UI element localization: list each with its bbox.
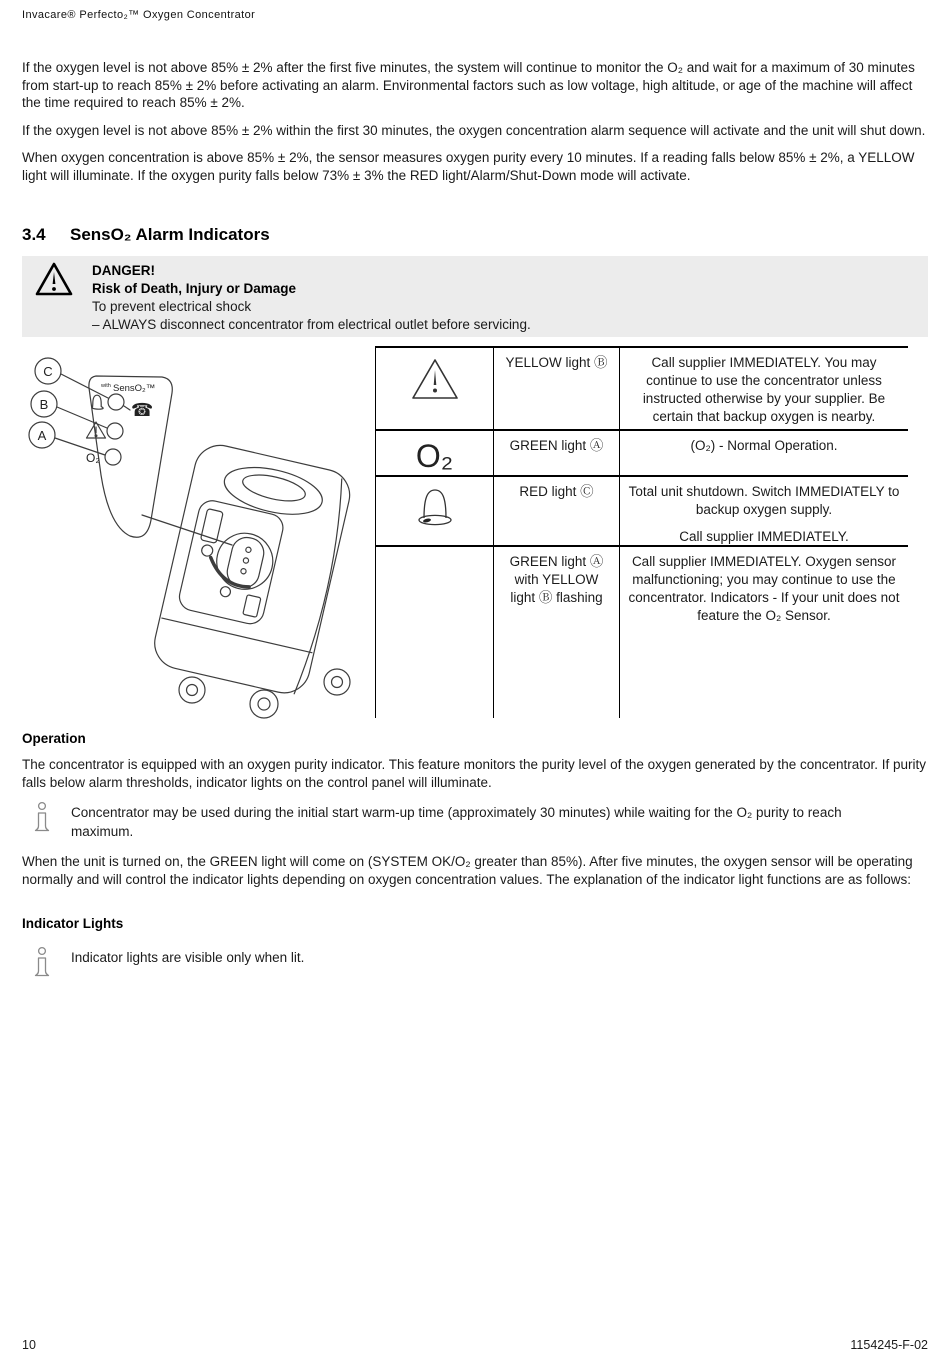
- warning-triangle-icon: [409, 356, 461, 407]
- bell-icon: [92, 395, 103, 409]
- section-title: SensO₂ Alarm Indicators: [70, 225, 270, 244]
- table-cell-description: Call supplier IMMEDIATELY. Oxygen sensor malfunctioning; you may continue to use the concentrator. Indicators - If your unit does not feature the O₂ Sensor.: [619, 547, 908, 718]
- document-number: 1154245-F-02: [850, 1338, 928, 1352]
- bell-icon: [416, 485, 454, 536]
- table-cell-icon: [375, 348, 493, 431]
- panel-brand-text: SensO₂™: [113, 383, 156, 394]
- phone-icon: ☎: [131, 400, 154, 421]
- warning-triangle-icon: [34, 261, 74, 302]
- danger-box: [22, 256, 928, 337]
- table-cell-description: Call supplier IMMEDIATELY. You may continue to use the concentrator unless instructed otherwise by your supplier. Be certain that backup oxygen is nearby.: [619, 348, 908, 431]
- casters: [179, 669, 350, 718]
- green-light-circle: [105, 449, 121, 465]
- label-a: A: [37, 428, 47, 443]
- red-light-circle: [108, 394, 124, 410]
- senso2-figure: [20, 343, 930, 725]
- panel-o2-text: O₂: [86, 451, 100, 465]
- operation-heading: Operation: [22, 731, 86, 746]
- note: [33, 946, 893, 983]
- page-number: 10: [22, 1338, 36, 1352]
- intro-paragraphs: [22, 59, 930, 194]
- description-line: Total unit shutdown. Switch IMMEDIATELY to backup oxygen supply.: [628, 484, 900, 517]
- table-cell-description: (O₂) - Normal Operation.: [619, 431, 908, 477]
- note-info-icon: [33, 946, 51, 983]
- note-info-icon: [33, 801, 51, 838]
- note-text: Concentrator may be used during the initial start warm-up time (approximately 30 minutes) while waiting for the O₂ purity to reach maximum.: [71, 805, 842, 839]
- note: [33, 801, 893, 841]
- description-line: Call supplier IMMEDIATELY.: [679, 529, 849, 544]
- note-text: Indicator lights are visible only when lit.: [71, 950, 305, 965]
- indicator-lights-heading: Indicator Lights: [22, 916, 124, 931]
- danger-line: To prevent electrical shock: [92, 299, 252, 314]
- table-cell-icon: [375, 547, 493, 718]
- o2-symbol: O₂: [415, 438, 454, 474]
- paragraph: If the oxygen level is not above 85% ± 2% within the first 30 minutes, the oxygen concentration alarm sequence will activate and the unit will shut down.: [22, 122, 926, 138]
- table-cell-light: GREEN light Ⓐ with YELLOW light Ⓑ flashing: [493, 547, 619, 718]
- label-b: B: [39, 397, 49, 412]
- alarm-indicator-table: [375, 346, 908, 718]
- page-title: Invacare® Perfecto₂™ Oxygen Concentrator: [22, 9, 256, 21]
- danger-line: – ALWAYS disconnect concentrator from electrical outlet before servicing.: [92, 317, 531, 332]
- section-number: 3.4: [22, 225, 46, 244]
- operation-paragraph: The concentrator is equipped with an oxygen purity indicator. This feature monitors the purity level of the oxygen generated by the concentrator. If purity falls below alarm thresholds, indicator lights on the control panel will illuminate.: [22, 757, 927, 790]
- table-cell-light: GREEN light Ⓐ: [493, 431, 619, 477]
- label-c: C: [43, 364, 53, 379]
- indicator-paragraph: When the unit is turned on, the GREEN light will come on (SYSTEM OK/O₂ greater than 85%). After five minutes, the oxygen sensor will be operating normally and will control the indicator lights depending on oxygen concentration values. The explanation of the indicator light functions are as follows:: [22, 854, 913, 887]
- machine-body: [150, 440, 355, 698]
- concentrator-line-drawing: [20, 343, 380, 725]
- table-cell-light: YELLOW light Ⓑ: [493, 348, 619, 431]
- yellow-light-circle: [107, 423, 123, 439]
- table-cell-icon: [375, 431, 493, 477]
- paragraph: When oxygen concentration is above 85% ± 2%, the sensor measures oxygen purity every 10 minutes. If a reading falls below 85% ± 2%, a YELLOW light will illuminate. If the oxygen purity falls below 73% ± 3% the RED light/Alarm/Shut-Down mode will activate.: [22, 150, 915, 183]
- table-cell-icon: [375, 477, 493, 547]
- danger-subtitle: Risk of Death, Injury or Damage: [92, 281, 297, 296]
- table-cell-description: [619, 477, 908, 547]
- panel-prefix-text: with: [101, 383, 111, 389]
- table-cell-light: RED light Ⓒ: [493, 477, 619, 547]
- paragraph: If the oxygen level is not above 85% ± 2% after the first five minutes, the system will continue to monitor the O₂ and wait for a maximum of 30 minutes from start-up to reach 85% ± 2% before activating an alarm. Environmental factors such as low voltage, high altitude, or age of the machine will affect the time required to reach 85% ± 2%.: [22, 60, 915, 110]
- danger-title: DANGER!: [92, 263, 155, 278]
- section-heading: [22, 226, 270, 244]
